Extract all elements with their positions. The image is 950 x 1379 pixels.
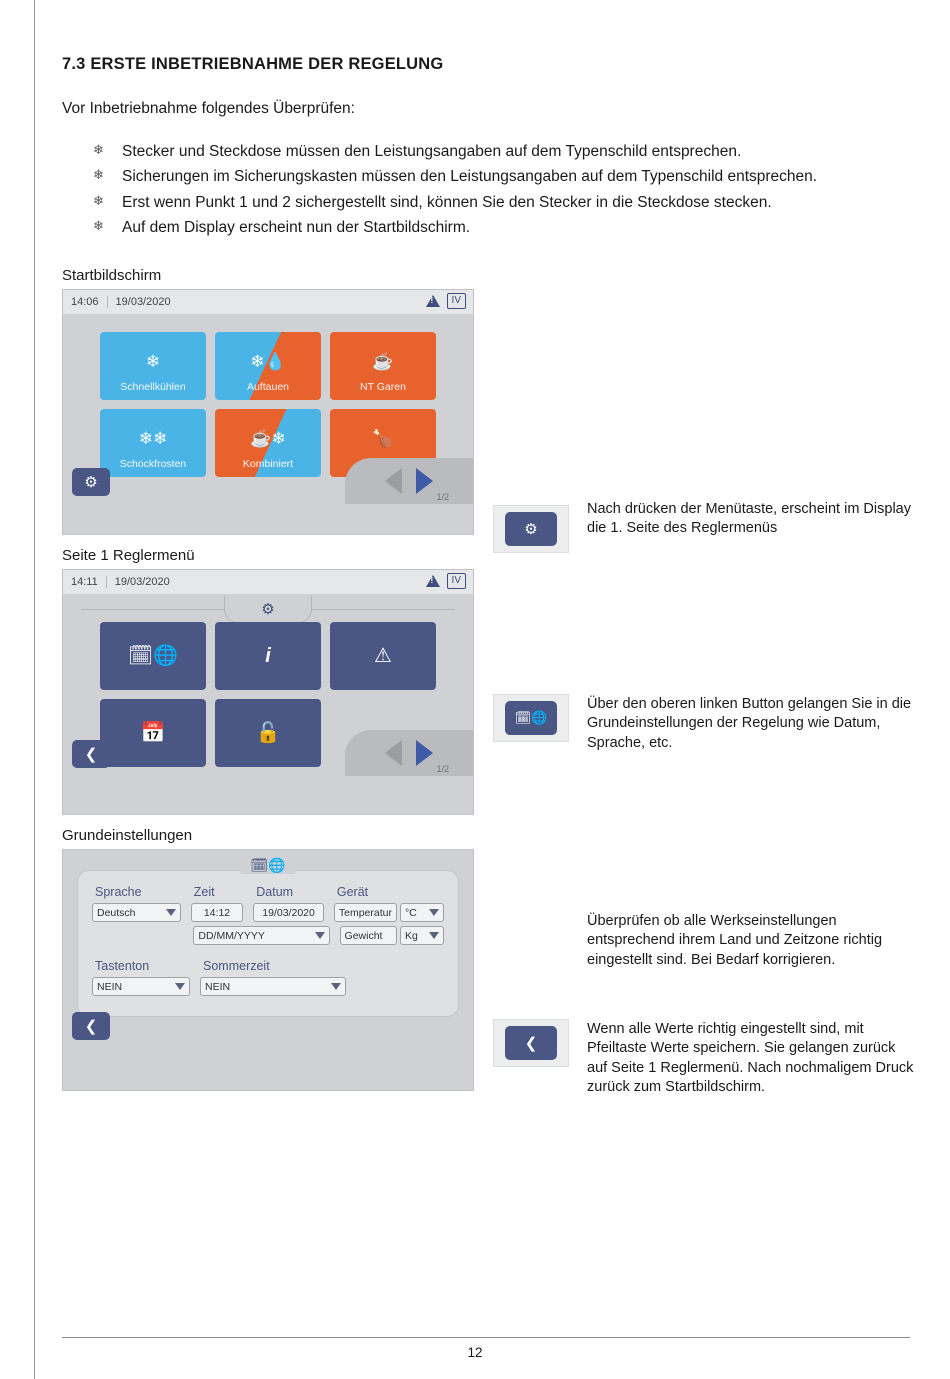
tile-calendar[interactable] <box>100 699 206 767</box>
tile-lock[interactable] <box>215 699 321 767</box>
menu-screen-body <box>63 594 473 776</box>
note1-icon-chip <box>493 505 569 553</box>
back-arrow-icon: ❮ <box>84 1018 98 1035</box>
sommerzeit-value: NEIN <box>205 980 231 993</box>
settings-field-tastenton <box>92 959 190 996</box>
temperatur-unit-select[interactable] <box>400 903 444 922</box>
gear-button-illustration <box>505 512 557 546</box>
tile-schockfrosten[interactable] <box>100 409 206 477</box>
caption-basic-settings: Grundeinstellungen <box>62 827 193 844</box>
lock-icon: 🔓 <box>255 722 281 744</box>
status-date: 19/03/2020 <box>114 576 170 588</box>
status-bar <box>63 570 473 594</box>
gewicht-unit-select[interactable] <box>400 926 444 945</box>
settings-field-zeit <box>191 885 244 922</box>
snowflake-droplet-icon: ❄💧 <box>250 351 286 371</box>
info-icon: i <box>265 645 271 667</box>
tile-auftauen[interactable] <box>215 332 321 400</box>
settings-field-sprache <box>92 885 181 922</box>
tile-label: Kombiniert <box>242 458 294 470</box>
menu-header-bubble <box>224 596 312 623</box>
gear-icon: ⚙ <box>524 521 538 538</box>
previous-page-arrow-icon[interactable] <box>385 740 402 766</box>
page-indicator: 1/2 <box>436 492 449 502</box>
gewicht-label-field[interactable] <box>340 926 397 945</box>
settings-globe-icon: 🗓🌐 <box>514 710 548 725</box>
start-screen-body <box>63 314 473 504</box>
list-item-text: Sicherungen im Sicherungskasten müssen den Leistungsangaben auf dem Typenschild entsprechen. <box>122 168 818 186</box>
sprache-select[interactable] <box>92 903 181 922</box>
screen-nav-arrows <box>345 730 473 776</box>
settings-field-gewicht <box>340 926 444 945</box>
bread-icon: 🍗 <box>372 428 394 448</box>
footer-divider <box>62 1337 910 1338</box>
page-number: 12 <box>467 1345 483 1360</box>
gewicht-label-value: Gewicht <box>344 929 383 942</box>
alarm-warning-icon: ⚠ <box>374 645 392 667</box>
gewicht-unit-value: Kg <box>405 929 418 942</box>
program-tiles <box>63 324 473 477</box>
tile-kombiniert[interactable] <box>215 409 321 477</box>
level-badge: IV <box>447 573 466 589</box>
pot-snowflake-icon: ☕❄ <box>250 428 286 448</box>
tile-basic-settings[interactable] <box>100 622 206 690</box>
settings-field-datumsformat <box>193 926 329 945</box>
back-arrow-icon: ❮ <box>84 746 98 763</box>
tile-schnellkuehlen[interactable] <box>100 332 206 400</box>
status-time: 14:06 <box>71 296 108 308</box>
label-datum: Datum <box>256 885 294 899</box>
datum-format-value: DD/MM/YYYY <box>198 929 265 942</box>
status-bar <box>63 290 473 314</box>
tile-alarms[interactable] <box>330 622 436 690</box>
temperatur-label-field[interactable] <box>334 903 397 922</box>
warning-icon <box>426 575 440 587</box>
list-item-text: Auf dem Display erscheint nun der Startbildschirm. <box>122 218 471 236</box>
double-snowflake-icon: ❄❄ <box>138 428 168 448</box>
tile-info[interactable] <box>215 622 321 690</box>
list-item <box>93 165 910 188</box>
settings-field-datum <box>253 885 324 922</box>
tile-label: Schockfrosten <box>119 458 187 470</box>
tile-label: NT Garen <box>360 381 406 393</box>
label-zeit: Zeit <box>193 885 215 899</box>
status-time: 14:11 <box>71 576 107 588</box>
previous-page-arrow-icon[interactable] <box>385 468 402 494</box>
chevron-down-icon <box>315 932 325 939</box>
list-item-text: Erst wenn Punkt 1 und 2 sichergestellt sind, können Sie den Stecker in die Steckdose stecken. <box>122 193 772 211</box>
list-item-text: Stecker und Steckdose müssen den Leistungsangaben auf dem Typenschild entsprechen. <box>122 143 742 160</box>
tile-nt-garen[interactable] <box>330 332 436 400</box>
settings-row-2 <box>92 926 444 945</box>
calendar-icon: 📅 <box>140 722 166 744</box>
chevron-down-icon <box>166 909 176 916</box>
chevron-down-icon <box>331 983 341 990</box>
settings-panel <box>77 857 459 1017</box>
page-title: 7.3 ERSTE INBETRIEBNAHME DER REGELUNG <box>62 55 444 73</box>
list-item <box>93 191 910 214</box>
datum-format-select[interactable] <box>193 926 329 945</box>
snowflake-bullet-icon: ❄ <box>93 217 104 233</box>
tile-label: Schnellkühlen <box>120 381 186 393</box>
temperatur-label-value: Temperatur <box>338 906 392 919</box>
caption-menu-page1: Seite 1 Reglermenü <box>62 547 195 564</box>
settings-screen-body <box>63 850 473 1048</box>
chevron-down-icon <box>429 909 439 916</box>
warning-icon <box>426 295 440 307</box>
snowflake-bullet-icon: ❄ <box>93 192 104 208</box>
zeit-value: 14:12 <box>203 906 231 919</box>
note-basic-settings-button: Über den oberen linken Button gelangen Sie in die Grundeinstellungen der Regelung wie Datum, Sprache, etc. <box>587 696 912 751</box>
datum-input[interactable] <box>253 903 324 922</box>
chevron-down-icon <box>429 932 439 939</box>
snowflake-bullet-icon: ❄ <box>93 142 104 157</box>
label-sprache: Sprache <box>95 885 142 899</box>
menu-button[interactable] <box>72 468 110 496</box>
sommerzeit-select[interactable] <box>200 977 346 996</box>
next-page-arrow-icon[interactable] <box>416 468 433 494</box>
sprache-value: Deutsch <box>97 906 136 919</box>
tile-label: Auftauen <box>246 381 290 393</box>
settings-globe-icon: 🗓🌐 <box>127 645 179 667</box>
list-item <box>93 216 910 239</box>
note4-icon-chip <box>493 1019 569 1067</box>
zeit-input[interactable] <box>191 903 244 922</box>
gear-icon: ⚙ <box>261 601 275 618</box>
label-geraet: Gerät <box>336 885 369 899</box>
settings-field-sommerzeit <box>200 959 346 996</box>
settings-button-illustration <box>505 701 557 735</box>
start-screen <box>62 289 474 535</box>
level-badge: IV <box>447 293 466 309</box>
note2-icon-chip <box>493 694 569 742</box>
caption-start-screen: Startbildschirm <box>62 267 162 284</box>
status-date: 19/03/2020 <box>115 296 171 308</box>
settings-globe-icon: 🗓🌐 <box>240 857 295 874</box>
settings-row-1 <box>92 885 444 922</box>
list-item <box>93 140 910 163</box>
tastenton-value: NEIN <box>97 980 123 993</box>
checklist <box>62 140 910 239</box>
menu-screen <box>62 569 474 815</box>
intro-paragraph: Vor Inbetriebnahme folgendes Überprüfen: <box>62 100 355 117</box>
snowflake-icon: ❄ <box>145 351 161 371</box>
note-menu-button: Nach drücken der Menütaste, erscheint im Display die 1. Seite des Reglermenüs <box>587 501 911 537</box>
page-indicator: 1/2 <box>436 764 449 774</box>
back-arrow-icon: ❮ <box>524 1035 538 1052</box>
label-sommerzeit: Sommerzeit <box>203 959 270 973</box>
tastenton-select[interactable] <box>92 977 190 996</box>
label-tastenton: Tastenton <box>95 959 150 973</box>
chevron-down-icon <box>175 983 185 990</box>
settings-field-geraet <box>334 885 444 922</box>
back-button-illustration <box>505 1026 557 1060</box>
note-save-and-back: Wenn alle Werte richtig eingestellt sind, mit Pfeiltaste Werte speichern. Sie gelangen zurück auf Seite 1 Reglermenü. Nach nochmaligem Druck zurück zum Startbildschirm. <box>587 1021 914 1095</box>
screen-nav-arrows <box>345 458 473 504</box>
pot-icon: ☕ <box>372 351 394 371</box>
temperatur-unit-value: °C <box>404 906 417 919</box>
settings-row-3 <box>92 959 444 996</box>
menu-header-notch <box>63 596 473 622</box>
note-check-factory-settings: Überprüfen ob alle Werkseinstellungen entsprechend ihrem Land und Zeitzone richtig eingestellt sind. Bei Bedarf korrigieren. <box>587 913 883 968</box>
gear-icon: ⚙ <box>84 474 98 491</box>
settings-screen <box>62 849 474 1091</box>
next-page-arrow-icon[interactable] <box>416 740 433 766</box>
datum-value: 19/03/2020 <box>262 906 315 919</box>
back-button[interactable] <box>72 1012 110 1040</box>
snowflake-bullet-icon: ❄ <box>93 167 104 183</box>
back-button[interactable] <box>72 740 110 768</box>
margin-rule <box>34 0 35 1379</box>
